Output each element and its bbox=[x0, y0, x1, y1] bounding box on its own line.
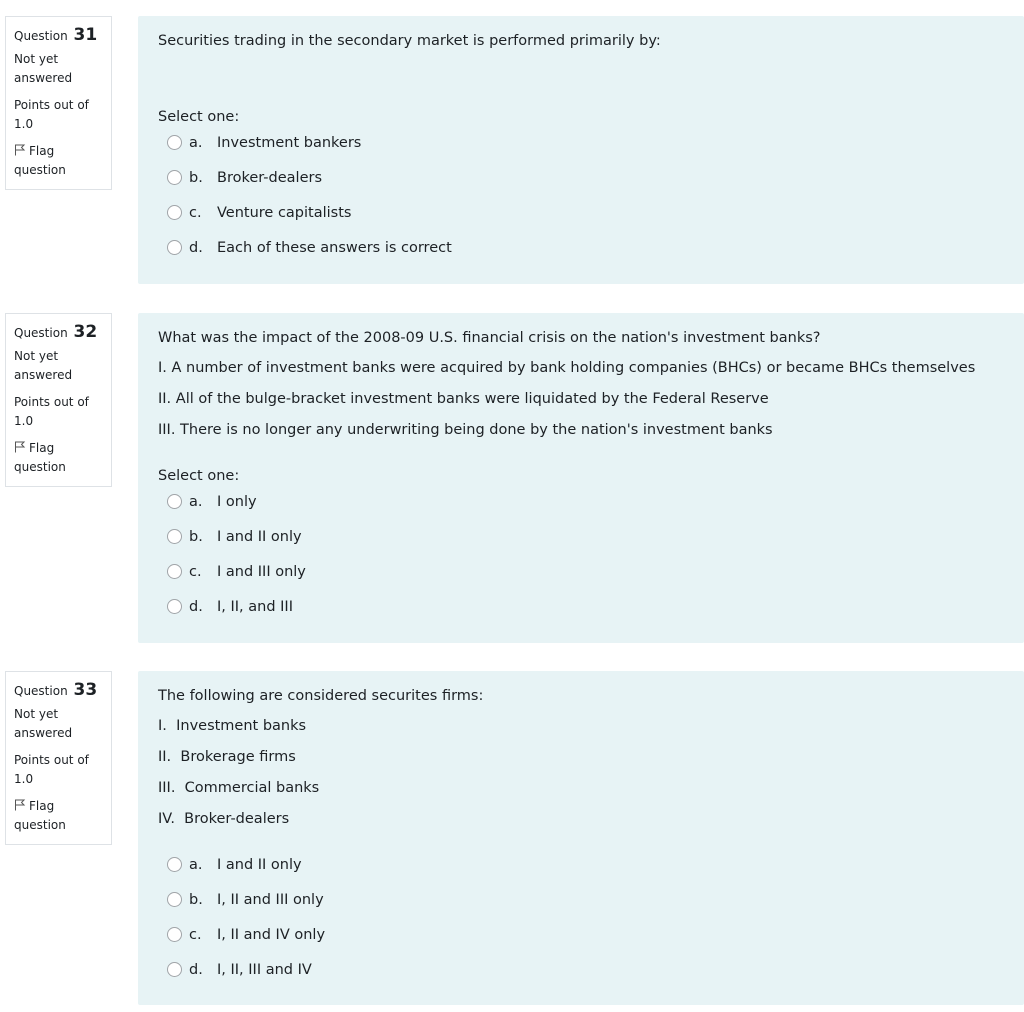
question-text-line: IV. Broker-dealers bbox=[158, 811, 290, 827]
option-label: I and II only bbox=[217, 857, 302, 873]
option-letter: c. bbox=[189, 564, 202, 580]
question-info bbox=[5, 16, 112, 190]
option-letter: a. bbox=[189, 135, 203, 151]
question-info bbox=[5, 313, 112, 487]
option-letter: a. bbox=[189, 857, 203, 873]
question-label: Question bbox=[14, 684, 68, 698]
flag-question-link[interactable] bbox=[14, 142, 103, 180]
option-label: Each of these answers is correct bbox=[217, 240, 452, 256]
question-grade: Points out of 1.0 bbox=[14, 395, 89, 428]
answer-option-c[interactable] bbox=[158, 564, 1004, 599]
option-letter: c. bbox=[189, 927, 202, 943]
flag-label: Flag question bbox=[14, 799, 66, 832]
answer-option-b[interactable] bbox=[158, 529, 1004, 564]
option-label: I only bbox=[217, 494, 257, 510]
question-content bbox=[138, 16, 1024, 284]
option-label: Broker-dealers bbox=[217, 170, 323, 186]
radio-button[interactable] bbox=[167, 892, 182, 907]
radio-button[interactable] bbox=[167, 240, 182, 255]
flag-icon bbox=[14, 144, 26, 156]
question-number: 32 bbox=[73, 322, 98, 342]
option-letter: b. bbox=[189, 170, 203, 186]
question-grade: Points out of 1.0 bbox=[14, 753, 89, 786]
flag-icon bbox=[14, 799, 26, 811]
question-text bbox=[158, 687, 1004, 828]
question-number-line bbox=[14, 322, 103, 343]
question-label: Question bbox=[14, 326, 68, 340]
flag-question-link[interactable] bbox=[14, 797, 103, 835]
question-number: 31 bbox=[73, 25, 98, 45]
flag-icon bbox=[14, 441, 26, 453]
option-label: Venture capitalists bbox=[217, 205, 352, 221]
option-label: I, II and IV only bbox=[217, 927, 326, 943]
answer-option-a[interactable] bbox=[158, 857, 1004, 892]
answer-option-d[interactable] bbox=[158, 240, 1004, 275]
question-text-line: The following are considered securites firms: bbox=[158, 688, 484, 704]
option-label: I, II, and III bbox=[217, 599, 293, 615]
option-letter: d. bbox=[189, 599, 203, 615]
option-letter: d. bbox=[189, 240, 203, 256]
select-one-prompt: Select one: bbox=[158, 468, 240, 484]
radio-button[interactable] bbox=[167, 494, 182, 509]
question-text-line: I. Investment banks bbox=[158, 718, 307, 734]
question-text bbox=[158, 32, 1004, 50]
question-text-line: I. A number of investment banks were acquired by bank holding companies (BHCs) or became BHCs themselves bbox=[158, 360, 976, 376]
question-number: 33 bbox=[73, 680, 98, 700]
answer-option-c[interactable] bbox=[158, 927, 1004, 962]
radio-button[interactable] bbox=[167, 564, 182, 579]
option-letter: b. bbox=[189, 892, 203, 908]
select-one-prompt: Select one: bbox=[158, 109, 240, 125]
question-text-line: III. There is no longer any underwriting being done by the nation's investment banks bbox=[158, 422, 773, 438]
option-letter: a. bbox=[189, 494, 203, 510]
question-state: Not yet answered bbox=[14, 349, 73, 382]
answer-option-d[interactable] bbox=[158, 962, 1004, 997]
question-number-line bbox=[14, 680, 103, 701]
flag-question-link[interactable] bbox=[14, 439, 103, 477]
flag-label: Flag question bbox=[14, 144, 66, 177]
answer-options bbox=[158, 135, 1004, 275]
question-content bbox=[138, 671, 1024, 1005]
radio-button[interactable] bbox=[167, 135, 182, 150]
radio-button[interactable] bbox=[167, 205, 182, 220]
radio-button[interactable] bbox=[167, 857, 182, 872]
question-text-line: II. All of the bulge-bracket investment banks were liquidated by the Federal Reserve bbox=[158, 391, 769, 407]
answer-option-c[interactable] bbox=[158, 205, 1004, 240]
radio-button[interactable] bbox=[167, 170, 182, 185]
question-state: Not yet answered bbox=[14, 52, 73, 85]
question-text-line: II. Brokerage firms bbox=[158, 749, 296, 765]
radio-button[interactable] bbox=[167, 529, 182, 544]
answer-options bbox=[158, 494, 1004, 634]
answer-option-b[interactable] bbox=[158, 892, 1004, 927]
question-text-line: Securities trading in the secondary market is performed primarily by: bbox=[158, 33, 661, 49]
answer-option-a[interactable] bbox=[158, 494, 1004, 529]
question-state: Not yet answered bbox=[14, 707, 73, 740]
question-text bbox=[158, 329, 1004, 439]
option-letter: d. bbox=[189, 962, 203, 978]
question-number-line bbox=[14, 25, 103, 46]
option-label: I, II and III only bbox=[217, 892, 324, 908]
question-content bbox=[138, 313, 1024, 643]
radio-button[interactable] bbox=[167, 599, 182, 614]
flag-label: Flag question bbox=[14, 441, 66, 474]
radio-button[interactable] bbox=[167, 927, 182, 942]
answer-option-b[interactable] bbox=[158, 170, 1004, 205]
question-label: Question bbox=[14, 29, 68, 43]
answer-option-a[interactable] bbox=[158, 135, 1004, 170]
question-text-line: III. Commercial banks bbox=[158, 780, 320, 796]
question-grade: Points out of 1.0 bbox=[14, 98, 89, 131]
option-letter: c. bbox=[189, 205, 202, 221]
option-label: I, II, III and IV bbox=[217, 962, 312, 978]
question-info bbox=[5, 671, 112, 845]
option-label: Investment bankers bbox=[217, 135, 362, 151]
answer-option-d[interactable] bbox=[158, 599, 1004, 634]
answer-options bbox=[158, 857, 1004, 997]
question-text-line: What was the impact of the 2008-09 U.S. financial crisis on the nation's investment banks? bbox=[158, 330, 821, 346]
option-label: I and II only bbox=[217, 529, 302, 545]
radio-button[interactable] bbox=[167, 962, 182, 977]
option-label: I and III only bbox=[217, 564, 306, 580]
option-letter: b. bbox=[189, 529, 203, 545]
